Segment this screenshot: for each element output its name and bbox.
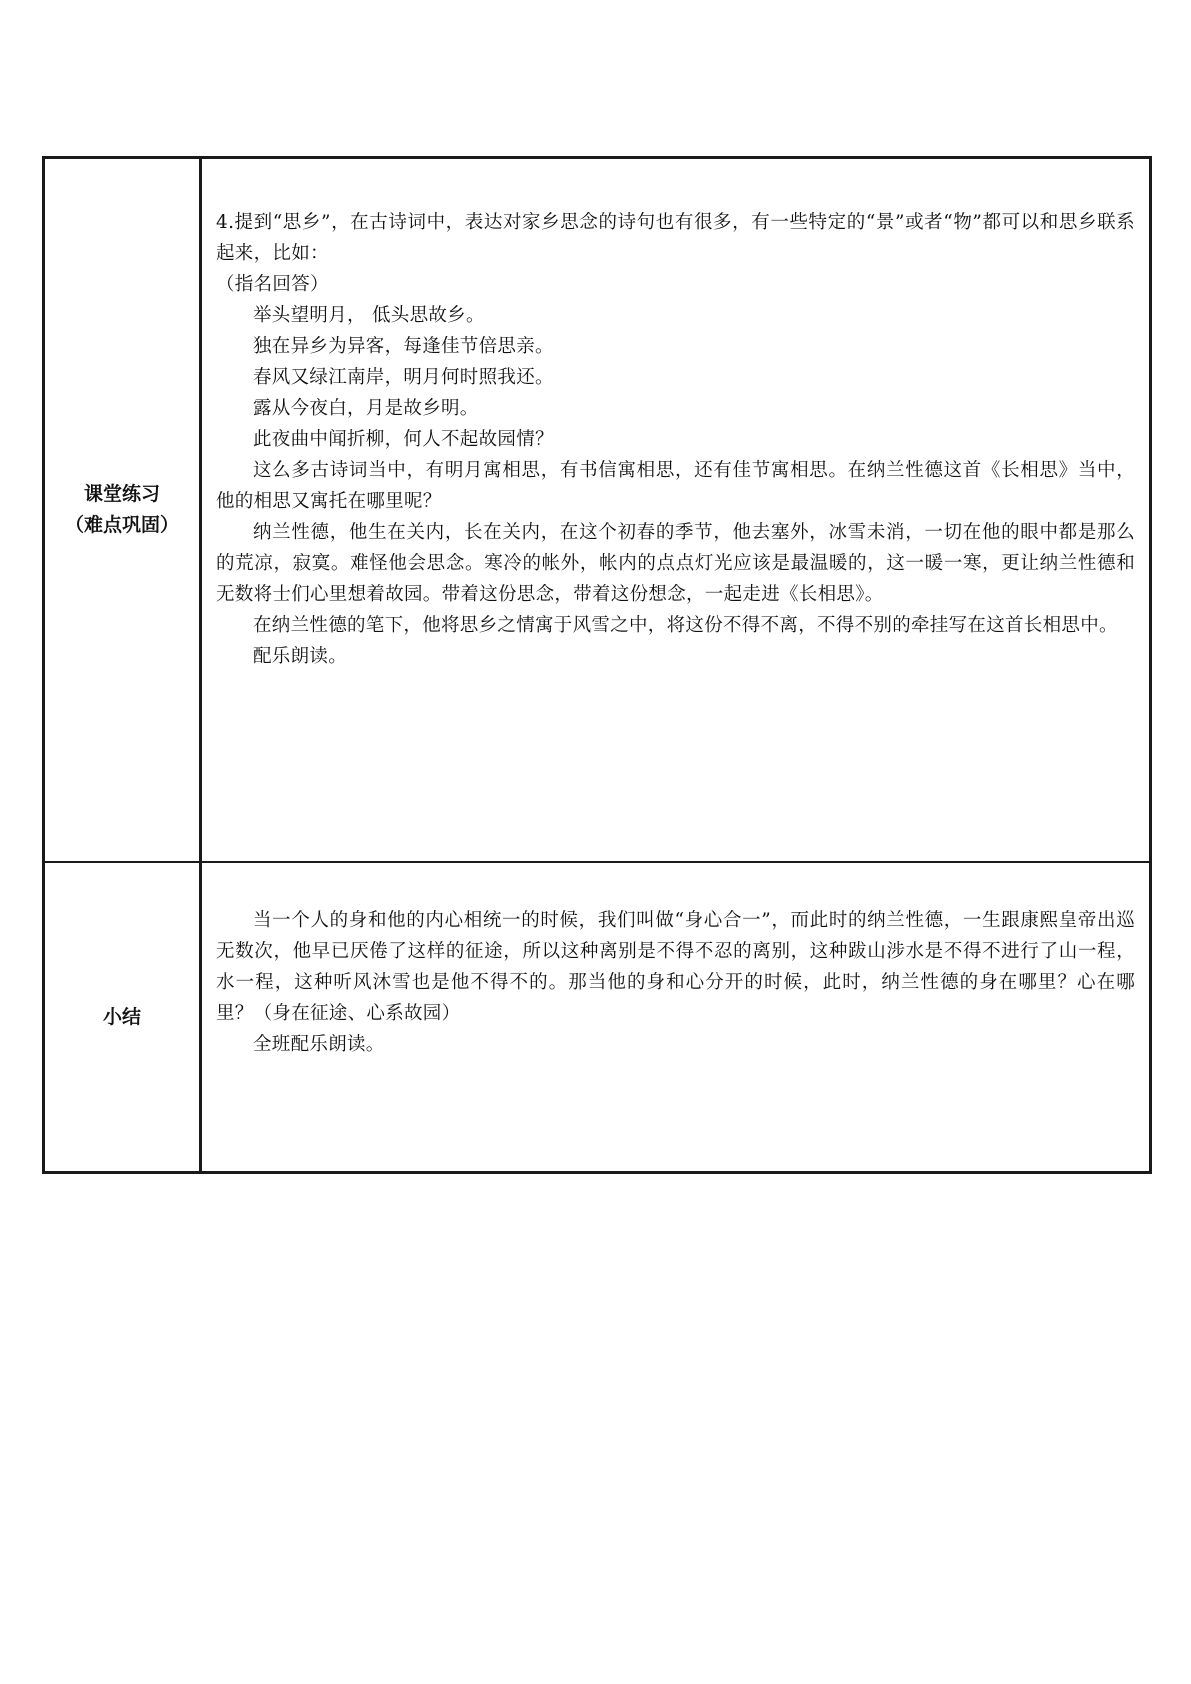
lesson-plan-table bbox=[42, 156, 1152, 1174]
practice-paragraph: 这么多古诗词当中，有明月寓相思，有书信寓相思，还有佳节寓相思。在纳兰性德这首《长相思》当中，他的相思又寓托在哪里呢？ bbox=[216, 460, 1135, 512]
poem-line: 此夜曲中闻折柳，何人不起故园情？ bbox=[253, 429, 554, 450]
practice-sublabel: （难点巩固） bbox=[64, 514, 179, 536]
practice-paragraph: 在纳兰性德的笔下，他将思乡之情寓于风雪之中，将这份不得不离，不得不别的牵挂写在这首长相思中。 bbox=[253, 615, 1118, 636]
summary-paragraph: 全班配乐朗读。 bbox=[253, 1034, 385, 1055]
practice-paragraph: （指名回答） bbox=[216, 274, 329, 295]
summary-content-cell bbox=[201, 862, 1151, 1173]
practice-label-cell bbox=[44, 158, 201, 863]
practice-paragraph: 纳兰性德，他生在关内，长在关内，在这个初春的季节，他去塞外，冰雪未消，一切在他的眼中都是那么的荒凉，寂寞。难怪他会思念。寒冷的帐外，帐内的点点灯光应该是最温暖的，这一暖一寒，更让纳兰性德和无数将士们心里想着故园。带着这份思念，带着这份想念，一起走进《长相思》。 bbox=[216, 522, 1135, 605]
poem-line: 举头望明月， 低头思故乡。 bbox=[253, 305, 485, 326]
practice-paragraph: 配乐朗读。 bbox=[253, 646, 348, 667]
practice-label: 课堂练习 bbox=[83, 483, 160, 505]
practice-paragraph: 4.提到“思乡”，在古诗词中，表达对家乡思念的诗句也有很多，有一些特定的“景”或者“物”都可以和思乡联系起来，比如： bbox=[216, 212, 1135, 264]
summary-label: 小结 bbox=[102, 1005, 141, 1028]
practice-content-cell bbox=[201, 158, 1151, 863]
summary-paragraph: 当一个人的身和他的内心相统一的时候，我们叫做“身心合一”，而此时的纳兰性德，一生跟康熙皇帝出巡无数次，他早已厌倦了这样的征途，所以这种离别是不得不忍的离别，这种跋山涉水是不得不进行了山一程，水一程，这种听风沐雪也是他不得不的。那当他的身和心分开的时候，此时，纳兰性德的身在哪里？心在哪里？（身在征途、心系故园） bbox=[216, 910, 1135, 1024]
poem-line: 露从今夜白，月是故乡明。 bbox=[253, 398, 479, 419]
summary-row bbox=[44, 862, 1151, 1173]
poem-line: 独在异乡为异客，每逢佳节倍思亲。 bbox=[253, 336, 554, 357]
practice-row bbox=[44, 158, 1151, 863]
poem-line: 春风又绿江南岸，明月何时照我还。 bbox=[253, 367, 554, 388]
summary-label-cell bbox=[44, 862, 201, 1173]
